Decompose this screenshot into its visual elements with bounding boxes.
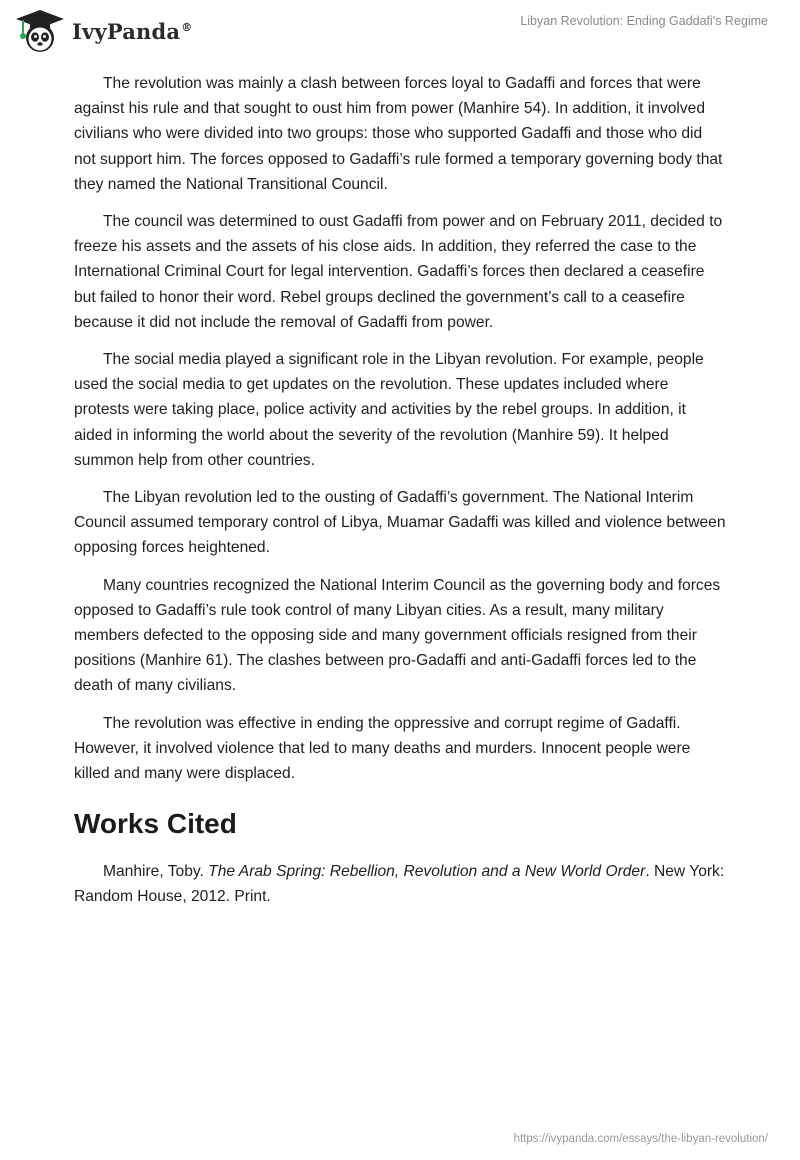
essay-content bbox=[74, 71, 728, 910]
citation-publication: . New York: Random House, 2012. Print. bbox=[74, 863, 725, 906]
body-paragraph: The Libyan revolution led to the ousting of Gadaffi’s government. The National Interim Council assumed temporary control of Libya, Muamar Gadaffi was killed and violence between opposing forces heightened. bbox=[74, 489, 726, 557]
source-url[interactable]: https://ivypanda.com/essays/the-libyan-revolution/ bbox=[513, 1133, 768, 1145]
page-header bbox=[0, 0, 800, 60]
body-paragraph: The council was determined to oust Gadaffi from power and on February 2011, decided to freeze his assets and the assets of his close aids. In addition, they referred the case to the International Criminal Court for legal intervention. Gadaffi’s forces then declared a ceasefire but failed to honor their word. Rebel groups declined the government’s call to a ceasefire because it did not include the removal of Gadaffi from power. bbox=[74, 213, 723, 331]
brand-logo[interactable] bbox=[14, 8, 192, 54]
brand-name: IvyPanda® bbox=[72, 18, 193, 44]
citation-title: The Arab Spring: Rebellion, Revolution and a New World Order bbox=[208, 863, 646, 881]
body-paragraph: The social media played a significant role in the Libyan revolution. For example, people used the social media to get updates on the revolution. These updates included where protests were taking place, police activity and activities by the rebel groups. In addition, it aided in informing the world about the severity of the revolution (Manhire 59). It helped summon help from other countries. bbox=[74, 351, 704, 469]
body-paragraph: Many countries recognized the National Interim Council as the governing body and forces opposed to Gadaffi’s rule took control of many Libyan cities. As a result, many military members defected to the opposing side and many government officials resigned from their positions (Manhire 61). The clashes between pro-Gadaffi and anti-Gadaffi forces led to the death of many civilians. bbox=[74, 576, 721, 695]
citation-author: Manhire, Toby. bbox=[103, 863, 209, 881]
body-paragraph: The revolution was effective in ending the oppressive and corrupt regime of Gadaffi. However, it involved violence that led to many deaths and murders. Innocent people were killed and many were displaced. bbox=[74, 714, 691, 783]
citation-entry bbox=[74, 859, 728, 909]
document-title: Libyan Revolution: Ending Gaddafi's Regime bbox=[520, 14, 768, 28]
body-paragraph: The revolution was mainly a clash between forces loyal to Gadaffi and forces that were against his rule and that sought to oust him from power (Manhire 54). In addition, it involved civilians who were divided into two groups: those who supported Gadaffi and those who did not support him. The forces opposed to Gadaffi’s rule formed a temporary governing body that they named the National Transitional Council. bbox=[74, 75, 723, 193]
panda-graduation-cap-icon bbox=[14, 8, 66, 54]
works-cited-heading: Works Cited bbox=[74, 808, 237, 840]
